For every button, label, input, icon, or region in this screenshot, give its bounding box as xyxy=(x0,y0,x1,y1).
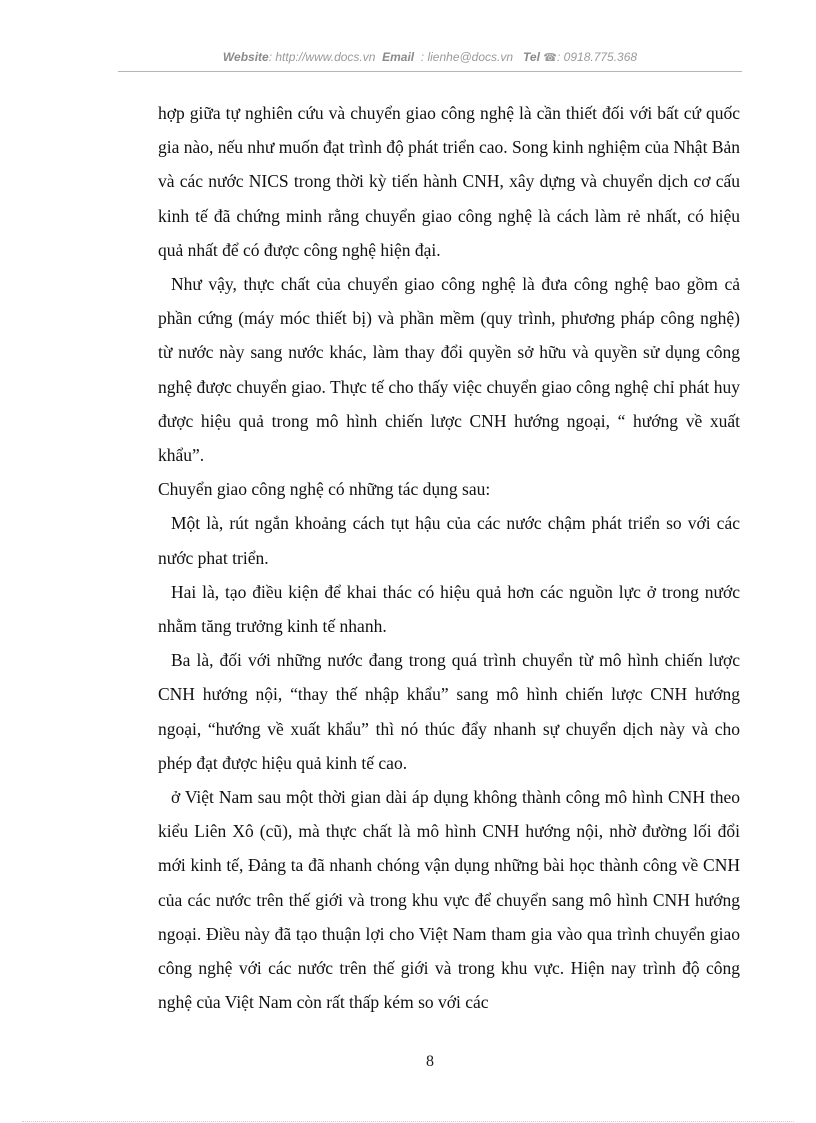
page-header xyxy=(118,50,742,64)
email-address: : lienhe@docs.vn xyxy=(420,50,514,64)
website-label: Website xyxy=(222,50,269,64)
paragraph: Một là, rút ngắn khoảng cách tụt hậu của các nước chậm phát triển so với các nước phat triển. xyxy=(158,513,740,568)
paragraph: Như vậy, thực chất của chuyển giao công nghệ là đưa công nghệ bao gồm cả phần cứng (máy móc thiết bị) và phần mềm (quy trình, phương pháp công nghệ) từ nước này sang nước khác, làm thay đổi quyền sở hữu và quyền sử dụng công nghệ được chuyển giao. Thực tế cho thấy việc chuyển giao công nghệ chỉ phát huy được hiệu quả trong mô hình chiến lược CNH hướng ngoại, “ hướng về xuất khẩu”. xyxy=(158,274,740,466)
tel-label: Tel xyxy=(523,50,540,64)
paragraph: ở Việt Nam sau một thời gian dài áp dụng không thành công mô hình CNH theo kiểu Liên Xô (cũ), mà thực chất là mô hình CNH hướng nội, nhờ đường lối đổi mới kinh tế, Đảng ta đã nhanh chóng vận dụng những bài học thành công về CNH của các nước trên thế giới và trong khu vực để chuyển sang mô hình CNH hướng ngoại. Điều này đã tạo thuận lợi cho Việt Nam tham gia vào qua trình chuyển giao công nghệ với các nước trên thế giới và trong khu vực. Hiện nay trình độ công nghệ của Việt Nam còn rất thấp kém so với các xyxy=(158,787,740,1013)
paragraph: Chuyển giao công nghệ có những tác dụng sau: xyxy=(158,479,491,500)
paragraph: hợp giữa tự nghiên cứu và chuyển giao công nghệ là cần thiết đối với bất cứ quốc gia nào, nếu như muốn đạt trình độ phát triển cao. Song kinh nghiệm của Nhật Bản và các nước NICS trong thời kỳ tiến hành CNH, xây dựng và chuyển dịch cơ cấu kinh tế đã chứng minh rằng chuyển giao công nghệ là cách làm rẻ nhất, có hiệu quả nhất để có được công nghệ hiện đại. xyxy=(158,103,741,260)
page-bottom-divider xyxy=(22,1121,794,1122)
document-body xyxy=(158,96,740,1019)
tel-number: : 0918.775.368 xyxy=(557,50,638,64)
phone-icon: ☎ xyxy=(543,52,557,64)
page-number: 8 xyxy=(426,1053,434,1070)
email-label: Email xyxy=(382,50,415,64)
paragraph: Ba là, đối với những nước đang trong quá trình chuyển từ mô hình chiến lược CNH hướng nội, “thay thế nhập khẩu” sang mô hình chiến lược CNH hướng ngoại, “hướng về xuất khẩu” thì nó thúc đẩy nhanh sự chuyển dịch này và cho phép đạt được hiệu quả kinh tế cao. xyxy=(158,650,740,773)
header-divider xyxy=(118,71,742,72)
paragraph: Hai là, tạo điều kiện để khai thác có hiệu quả hơn các nguồn lực ở trong nước nhằm tăng trưởng kinh tế nhanh. xyxy=(158,581,740,637)
website-url: : http://www.docs.vn xyxy=(268,50,376,64)
